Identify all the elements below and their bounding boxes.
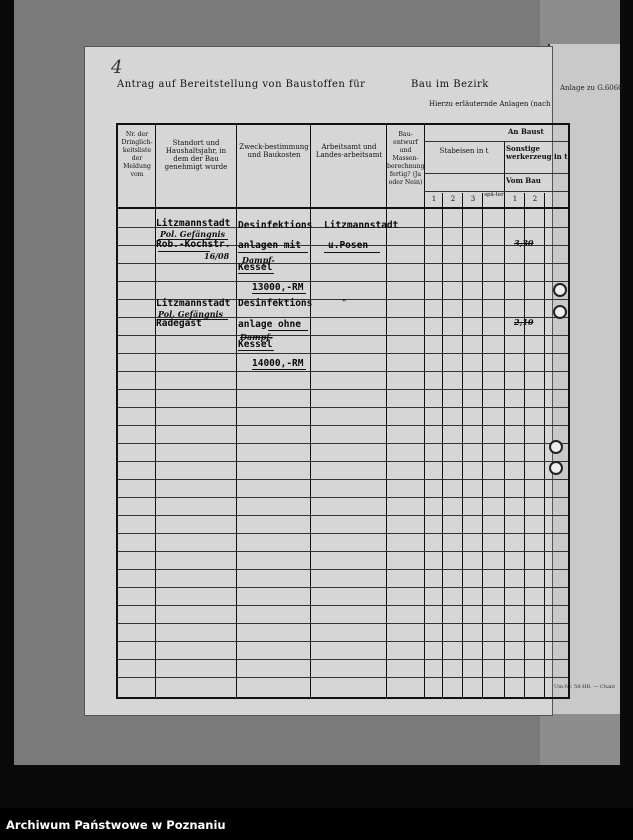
row-line (118, 533, 568, 534)
col-divider (524, 193, 525, 697)
underline (324, 252, 380, 253)
adjacent-page-footer: Um-Nr. 58-HB. — Chant (554, 684, 616, 690)
entry-arbeitsamt: Litzmannstadt (324, 220, 399, 231)
header-standort: Standort und Haushaltsjahr, in dem der Bau genehmigt wurde (164, 139, 228, 171)
header-divider (424, 173, 568, 174)
binder-ring (553, 283, 567, 297)
entry-baukosten: 14000,-RM (252, 358, 304, 369)
binder-ring (549, 461, 563, 475)
header-divider (424, 141, 568, 142)
entry-zweck: Desinfektions (238, 298, 313, 309)
underline (252, 293, 306, 294)
row-line (118, 263, 568, 264)
header-sonstige: Sonstige werkerzeug in t (506, 144, 568, 161)
entry-zweck: anlagen mit (238, 240, 301, 251)
header-bottom-line (118, 207, 568, 209)
col-divider (310, 125, 311, 697)
underline (268, 330, 308, 331)
form-title-district: Bau im Bezirk (411, 79, 489, 90)
row-line (118, 389, 568, 390)
row-line (118, 335, 568, 336)
entry-zweck: Kessel (238, 339, 273, 350)
row-line (118, 569, 568, 570)
row-line (118, 443, 568, 444)
entry-standort: Litzmannstadt (156, 218, 231, 229)
form-table (116, 123, 570, 699)
form-title: Antrag auf Bereitstellung von Baustoffen für (117, 79, 366, 90)
row-line (118, 407, 568, 408)
header-dringlichkeit: Nr. der Dringlich-keitsliste der Meldung vom (121, 131, 153, 178)
entry-standort: Litzmannstadt (156, 298, 231, 309)
subcol-number: 3 (470, 195, 476, 203)
col-divider (236, 125, 237, 697)
row-line (118, 515, 568, 516)
underline (238, 252, 308, 253)
entry-standort-handwritten: Pol. Gefängnis (158, 309, 224, 319)
row-line (118, 641, 568, 642)
underline (238, 350, 274, 351)
col-divider (386, 125, 387, 697)
row-line (118, 479, 568, 480)
entry-value: 2,10 (514, 317, 534, 327)
row-line (118, 623, 568, 624)
row-line (118, 659, 568, 660)
subcol-number: spä-ter (484, 192, 504, 198)
col-divider (462, 193, 463, 697)
subcol-number: 1 (512, 195, 518, 203)
row-line (118, 461, 568, 462)
row-line (118, 677, 568, 678)
entry-baukosten: 13000,-RM (252, 282, 304, 293)
entry-zweck: anlage ohne (238, 319, 301, 330)
entry-zweck-handwritten: Dampf- (242, 255, 275, 265)
entry-zweck: Desinfektions (238, 220, 313, 231)
underline (158, 251, 210, 252)
page-number: 4 (111, 57, 123, 78)
entry-arbeitsamt: u.Posen (328, 240, 369, 251)
underline (238, 273, 274, 274)
col-divider (424, 125, 425, 697)
entry-standort-handwritten: Pol. Gefängnis (160, 229, 226, 239)
row-line (118, 587, 568, 588)
entry-standort-place: Radegast (156, 318, 202, 329)
entry-zweck: Kessel (238, 262, 273, 273)
form-page (84, 46, 568, 716)
form-subtitle: Hierzu erläuternde Anlagen (nach (429, 100, 551, 108)
row-line (118, 353, 568, 354)
col-divider (544, 193, 545, 697)
archive-label: Archiwum Państwowe w Poznaniu (6, 818, 226, 832)
row-line (118, 551, 568, 552)
subcol-number: 2 (532, 195, 538, 203)
row-line (118, 497, 568, 498)
header-vom-bau: Vom Bau (506, 176, 541, 185)
entry-standort-street: Rob.-Kochstr. (156, 239, 231, 250)
binder-ring (553, 305, 567, 319)
row-line (118, 425, 568, 426)
row-line (118, 281, 568, 282)
subcol-number: 2 (450, 195, 456, 203)
header-zweck: Zweck-bestimmung und Baukosten (239, 143, 309, 159)
col-divider (504, 141, 505, 697)
header-bauentwurf: Bau-entwurf und Massen-berechnung fertig? (Ja oder Nein) (387, 131, 425, 186)
entry-arbeitsamt-ditto: " (342, 297, 347, 307)
col-divider (155, 125, 156, 697)
row-line (118, 605, 568, 606)
entry-standort-handwritten-2: 16/08 (204, 251, 230, 261)
entry-value: 3,30 (514, 238, 534, 248)
underline (252, 369, 306, 370)
adjacent-page-header: Anlage zu G.6060 (560, 84, 623, 92)
col-divider (442, 193, 443, 697)
header-stabeisen: Stabeisen in t (439, 147, 489, 155)
header-arbeitsamt: Arbeitsamt und Landes-arbeitsamt (315, 143, 383, 159)
header-baustoffe: An Baust (508, 127, 544, 136)
entry-zweck-handwritten: Dampf- (240, 332, 273, 342)
subcol-number: 1 (431, 195, 437, 203)
col-divider (482, 193, 483, 697)
binder-ring (549, 440, 563, 454)
row-line (118, 371, 568, 372)
